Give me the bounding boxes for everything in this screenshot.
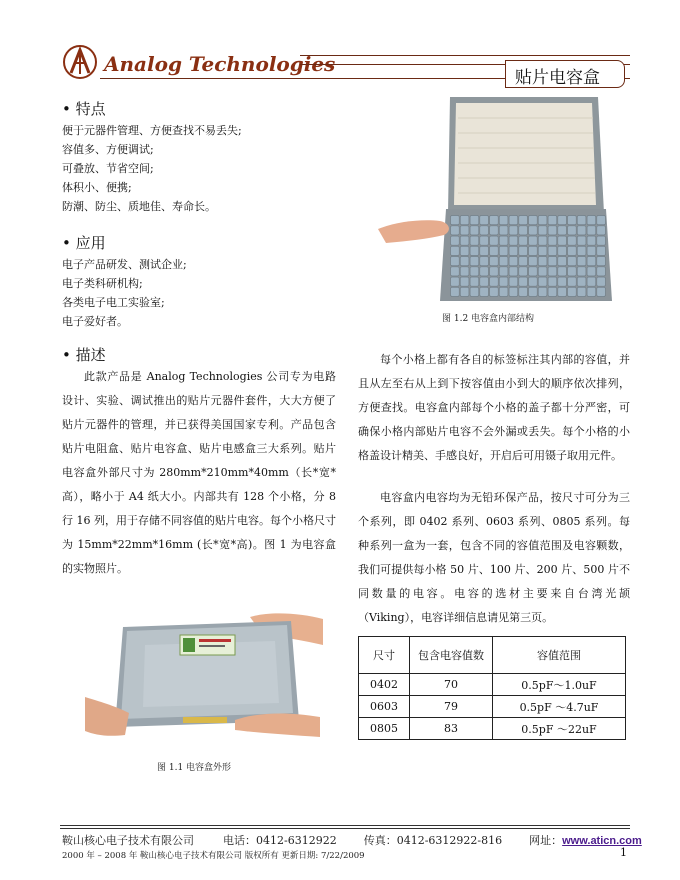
figure-1-caption: 图 1.1 电容盒外形	[157, 763, 232, 773]
table-header-cell: 包含电容值数	[410, 637, 493, 674]
list-item: 容值多、方便调试;	[62, 143, 154, 156]
compartment-cell	[577, 236, 586, 245]
brand-name: Analog Technologies	[104, 52, 336, 76]
compartment-cell	[509, 267, 518, 276]
compartment-cell	[519, 246, 528, 255]
compartment-cell	[480, 236, 489, 245]
compartment-cell	[568, 257, 577, 266]
compartment-cell	[480, 226, 489, 235]
footer-web-label: 网址：	[529, 834, 563, 847]
box-exterior-photo	[85, 585, 325, 745]
compartment-cell	[470, 226, 479, 235]
compartment-cell	[460, 267, 469, 276]
compartment-cell	[577, 267, 586, 276]
compartment-cell	[480, 287, 489, 296]
compartment-cell	[597, 287, 606, 296]
compartment-cell	[577, 226, 586, 235]
table-cell: 0.5pF～1.0uF	[493, 674, 626, 696]
compartment-cell	[460, 246, 469, 255]
compartment-cell	[538, 216, 547, 225]
compartment-cell	[460, 216, 469, 225]
compartment-cell	[548, 287, 557, 296]
compartment-cell	[548, 236, 557, 245]
compartment-cell	[538, 277, 547, 286]
footer-rule-thin	[60, 828, 630, 829]
list-item: 可叠放、节省空间;	[62, 162, 154, 175]
website-link[interactable]: www.aticn.com	[562, 835, 642, 847]
compartment-cell	[568, 216, 577, 225]
compartment-cell	[470, 267, 479, 276]
compartment-cell	[490, 277, 499, 286]
compartment-cell	[538, 267, 547, 276]
compartment-cell	[538, 236, 547, 245]
compartment-cell	[519, 216, 528, 225]
compartment-cell	[519, 257, 528, 266]
table-cell: 79	[410, 696, 493, 718]
compartment-cell	[587, 257, 596, 266]
features-list	[62, 121, 242, 216]
compartment-cell	[519, 236, 528, 245]
compartment-cell	[490, 246, 499, 255]
compartment-cell	[529, 287, 538, 296]
compartment-cell	[587, 277, 596, 286]
compartment-cell	[509, 277, 518, 286]
compartment-cell	[499, 226, 508, 235]
table-row	[359, 674, 626, 696]
compartment-cell	[451, 246, 460, 255]
compartment-cell	[548, 216, 557, 225]
compartment-cell	[568, 277, 577, 286]
compartment-cell	[597, 246, 606, 255]
compartment-cell	[538, 226, 547, 235]
compartment-cell	[519, 287, 528, 296]
compartment-cell	[597, 216, 606, 225]
footer-copyright: 2000 年 – 2008 年 鞍山核心电子技术有限公司 版权所有 更新日期: 7/22/2009	[62, 851, 365, 861]
applications-list	[62, 255, 187, 331]
footer-phone: 电话：0412-6312922	[223, 834, 337, 847]
right-paragraph-1: 每个小格上都有各自的标签标注其内部的容值，并且从左至右从上到下按容值由小到大的顺序依次排列，方便查找。电容盒内部每个小格的盖子都十分严密，可确保小格内部贴片电容不会外漏或丢失。每个小格的小格盖设计精美、手感良好，开启后可用镊子取用元件。	[358, 353, 630, 462]
compartment-cell	[558, 277, 567, 286]
compartment-cell	[558, 257, 567, 266]
compartment-cell	[538, 246, 547, 255]
compartment-cell	[577, 216, 586, 225]
compartment-cell	[460, 257, 469, 266]
compartment-cell	[529, 236, 538, 245]
compartment-cell	[499, 246, 508, 255]
compartment-cell	[548, 257, 557, 266]
compartment-cell	[470, 216, 479, 225]
compartment-cell	[451, 216, 460, 225]
compartment-cell	[499, 216, 508, 225]
company-logo-icon	[62, 44, 98, 80]
compartment-cell	[490, 267, 499, 276]
compartment-cell	[460, 277, 469, 286]
compartment-cell	[460, 226, 469, 235]
compartment-cell	[529, 246, 538, 255]
compartment-cell	[548, 226, 557, 235]
list-item: 体积小、便携;	[62, 181, 132, 194]
page-number: 1	[620, 846, 627, 859]
compartment-cell	[519, 277, 528, 286]
features-heading: • 特点	[62, 100, 106, 118]
compartment-cell	[490, 287, 499, 296]
compartment-cell	[470, 236, 479, 245]
compartment-cell	[558, 216, 567, 225]
compartment-cell	[587, 246, 596, 255]
compartment-cell	[470, 257, 479, 266]
compartment-cell	[451, 277, 460, 286]
compartment-cell	[451, 257, 460, 266]
table-header-cell: 容值范围	[493, 637, 626, 674]
table-cell: 0805	[359, 718, 410, 740]
footer-company: 鞍山核心电子技术有限公司	[62, 834, 194, 847]
compartment-cell	[509, 257, 518, 266]
compartment-cell	[451, 226, 460, 235]
compartment-cell	[499, 267, 508, 276]
compartment-cell	[509, 287, 518, 296]
compartment-cell	[490, 236, 499, 245]
compartment-cell	[509, 226, 518, 235]
compartment-cell	[568, 236, 577, 245]
compartment-cell	[529, 257, 538, 266]
compartment-cell	[460, 287, 469, 296]
table-row	[359, 718, 626, 740]
compartment-cell	[509, 216, 518, 225]
compartment-cell	[451, 236, 460, 245]
table-row	[359, 696, 626, 718]
compartment-cell	[470, 287, 479, 296]
footer-fax: 传真：0412-6312922-816	[363, 834, 503, 847]
box-interior-photo	[378, 93, 618, 303]
compartment-cell	[587, 216, 596, 225]
compartment-cell	[529, 277, 538, 286]
list-item: 便于元器件管理、方便查找不易丢失;	[62, 124, 242, 137]
compartment-cell	[509, 236, 518, 245]
compartment-cell	[597, 236, 606, 245]
table-cell: 83	[410, 718, 493, 740]
compartment-cell	[548, 277, 557, 286]
compartment-cell	[499, 287, 508, 296]
compartment-cell	[451, 267, 460, 276]
list-item: 电子类科研机构;	[62, 277, 143, 290]
compartment-cell	[597, 257, 606, 266]
compartment-cell	[587, 267, 596, 276]
compartment-cell	[558, 246, 567, 255]
compartment-cell	[597, 267, 606, 276]
compartment-cell	[529, 226, 538, 235]
compartment-cell	[548, 267, 557, 276]
compartment-cell	[509, 246, 518, 255]
compartment-cell	[480, 246, 489, 255]
header-rule	[300, 55, 630, 56]
compartment-cell	[529, 267, 538, 276]
compartment-cell	[558, 236, 567, 245]
table-cell: 0603	[359, 696, 410, 718]
compartment-cell	[490, 226, 499, 235]
page-title: 贴片电容盒	[515, 68, 600, 88]
compartment-cell	[577, 246, 586, 255]
compartment-cell	[470, 246, 479, 255]
compartment-cell	[587, 236, 596, 245]
table-header-row	[359, 637, 626, 674]
list-item: 防潮、防尘、质地佳、寿命长。	[62, 200, 216, 213]
figure-2-caption: 图 1.2 电容盒内部结构	[442, 314, 535, 324]
description-paragraph: 此款产品是 Analog Technologies 公司专为电路设计、实验、调试推出的贴片元器件套件，大大方便了贴片元器件的管理，并已获得美国国家专利。产品包含贴片电阻盒、贴片电容盒、贴片电感盒三大系列。贴片电容盒外部尺寸为 280mm*210mm*40mm（长*宽*高），略小于 A4 纸大小。内部共有 128 个小格，分 8 行 16 列，用于存储不同容值的贴片电容。每个小格尺寸为 15mm*22mm*16mm (长*宽*高)。图 1 为电容盒的实物照片。	[62, 370, 336, 575]
compartment-cell	[499, 236, 508, 245]
footer-contact	[62, 832, 642, 848]
right-paragraph-2: 电容盒内电容均为无铅环保产品，按尺寸可分为三个系列，即 0402 系列、0603 系列、0805 系列。每种系列一盒为一套，包含不同的容值范围及电容颗数，我们可提供每小格 50 片、100 片、200 片、500 片不同数量的电容。电容的选材主要来自台湾光颉（Viking），电容详细信息请见第三页。	[358, 491, 630, 624]
compartment-cell	[577, 287, 586, 296]
compartment-cell	[529, 216, 538, 225]
compartment-cell	[568, 267, 577, 276]
table-cell: 0.5pF ～22uF	[493, 718, 626, 740]
compartment-cell	[480, 277, 489, 286]
table-cell: 0.5pF ～4.7uF	[493, 696, 626, 718]
applications-heading: • 应用	[62, 234, 106, 252]
compartment-cell	[597, 277, 606, 286]
compartment-cell	[499, 257, 508, 266]
compartment-cell	[568, 226, 577, 235]
compartment-cell	[577, 277, 586, 286]
compartment-cell	[470, 277, 479, 286]
table-cell: 0402	[359, 674, 410, 696]
table-cell: 70	[410, 674, 493, 696]
compartment-cell	[558, 226, 567, 235]
compartment-cell	[538, 287, 547, 296]
table-header-cell: 尺寸	[359, 637, 410, 674]
compartment-cell	[568, 246, 577, 255]
compartment-cell	[460, 236, 469, 245]
compartment-cell	[451, 287, 460, 296]
compartment-cell	[558, 287, 567, 296]
compartment-cell	[519, 226, 528, 235]
compartment-cell	[587, 226, 596, 235]
compartment-cell	[538, 257, 547, 266]
footer-rule	[60, 825, 630, 826]
compartment-cell	[587, 287, 596, 296]
list-item: 电子产品研发、测试企业;	[62, 258, 187, 271]
compartment-cell	[577, 257, 586, 266]
compartment-cell	[558, 267, 567, 276]
compartment-cell	[480, 216, 489, 225]
compartment-cell	[597, 226, 606, 235]
compartment-cell	[499, 277, 508, 286]
description-heading: • 描述	[62, 346, 106, 364]
list-item: 电子爱好者。	[62, 315, 128, 328]
compartment-cell	[568, 287, 577, 296]
compartment-cell	[519, 267, 528, 276]
compartment-cell	[490, 216, 499, 225]
capacitor-spec-table	[358, 636, 626, 740]
compartment-cell	[480, 257, 489, 266]
compartment-cell	[480, 267, 489, 276]
compartment-cell	[548, 246, 557, 255]
compartment-cell	[490, 257, 499, 266]
list-item: 各类电子电工实验室;	[62, 296, 165, 309]
